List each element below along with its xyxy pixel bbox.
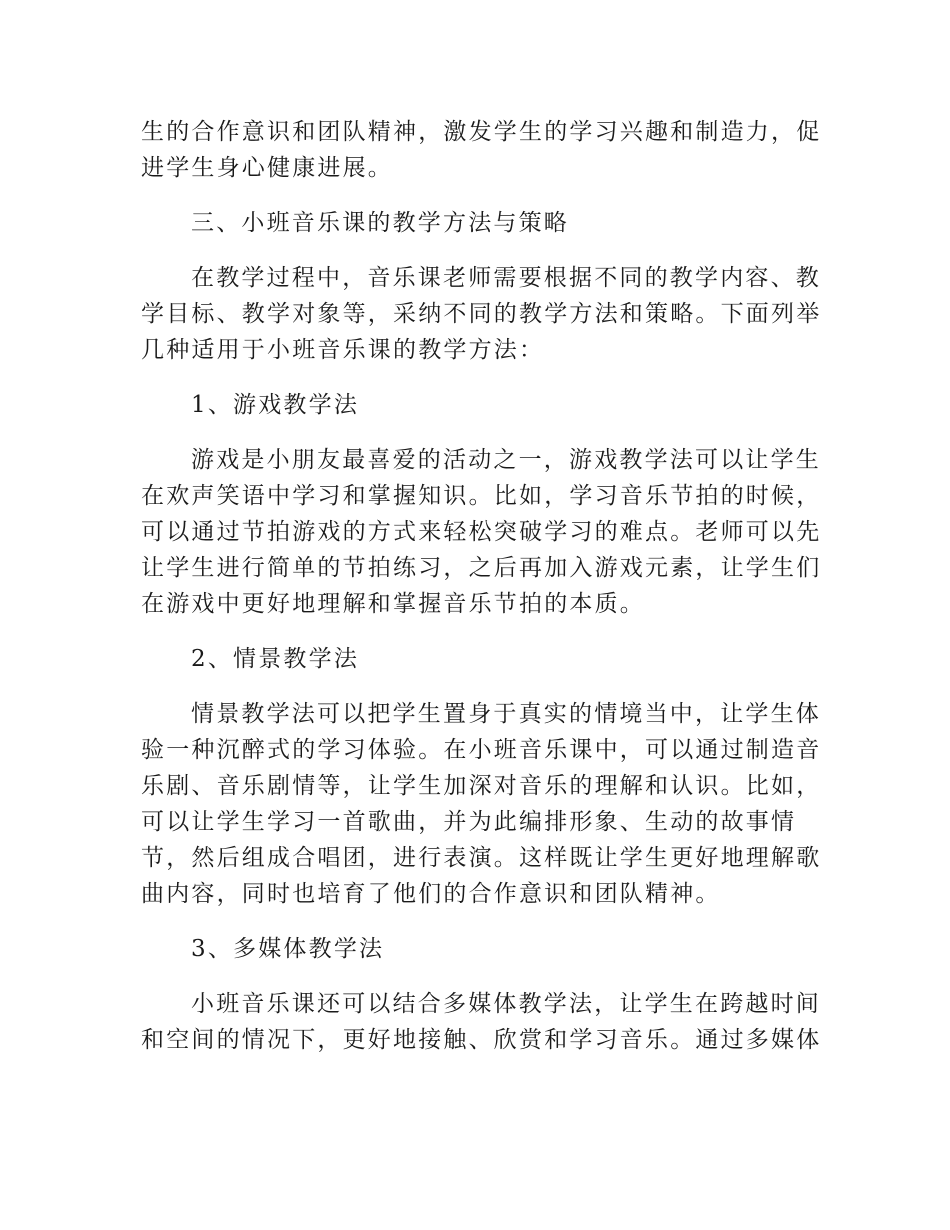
text-line: 验一种沉醉式的学习体验。在小班音乐课中，可以通过制造音 xyxy=(141,737,822,763)
paragraph-intro xyxy=(141,260,822,368)
text-line: 节，然后组成合唱团，进行表演。这样既让学生更好地理解歌 xyxy=(141,845,822,871)
text-line: 生的合作意识和团队精神，激发学生的学习兴趣和制造力，促 xyxy=(141,119,822,145)
subheading-game xyxy=(141,387,811,423)
subheading-scenario xyxy=(141,641,811,677)
heading-text: 1、游戏教学法 xyxy=(191,392,360,418)
text-line: 乐剧、音乐剧情等，让学生加深对音乐的理解和认识。比如， xyxy=(141,773,822,799)
text-line: 几种适用于小班音乐课的教学方法： xyxy=(141,337,545,363)
section-heading xyxy=(141,205,811,241)
text-line: 和空间的情况下，更好地接触、欣赏和学习音乐。通过多媒体 xyxy=(141,1027,822,1053)
text-line: 让学生进行简单的节拍练习，之后再加入游戏元素，让学生们 xyxy=(141,555,822,581)
text-line: 曲内容，同时也培育了他们的合作意识和团队精神。 xyxy=(141,881,721,907)
paragraph-continuation xyxy=(141,114,822,186)
heading-text: 3、多媒体教学法 xyxy=(191,936,385,962)
paragraph-game xyxy=(141,442,822,622)
heading-text: 2、情景教学法 xyxy=(191,646,360,672)
text-line: 在游戏中更好地理解和掌握音乐节拍的本质。 xyxy=(141,591,645,617)
text-line: 可以让学生学习一首歌曲，并为此编排形象、生动的故事情 xyxy=(141,809,797,835)
text-line: 进学生身心健康进展。 xyxy=(141,155,393,181)
subheading-multimedia xyxy=(141,931,811,967)
document-page xyxy=(141,114,822,1058)
paragraph-multimedia xyxy=(141,986,822,1058)
text-line: 在欢声笑语中学习和掌握知识。比如，学习音乐节拍的时候， xyxy=(141,483,822,509)
text-line: 学目标、教学对象等，采纳不同的教学方法和策略。下面列举 xyxy=(141,301,822,327)
text-line: 情景教学法可以把学生置身于真实的情境当中，让学生体 xyxy=(191,701,821,727)
text-line: 小班音乐课还可以结合多媒体教学法，让学生在跨越时间 xyxy=(191,991,821,1017)
heading-text: 三、小班音乐课的教学方法与策略 xyxy=(191,210,569,236)
text-line: 可以通过节拍游戏的方式来轻松突破学习的难点。老师可以先 xyxy=(141,519,822,545)
paragraph-scenario xyxy=(141,696,822,912)
text-line: 游戏是小朋友最喜爱的活动之一，游戏教学法可以让学生 xyxy=(191,447,821,473)
text-line: 在教学过程中，音乐课老师需要根据不同的教学内容、教 xyxy=(191,265,821,291)
